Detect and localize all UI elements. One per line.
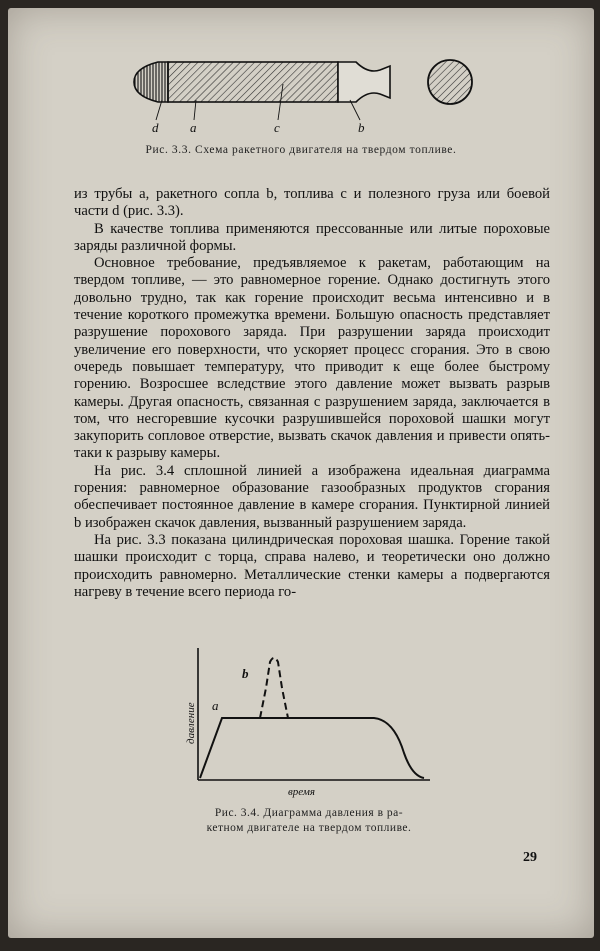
paragraph-1: из трубы a, ракетного сопла b, топлива c и полезного груза или боевой части d (рис. 3.3). xyxy=(74,186,550,220)
label-a: a xyxy=(190,120,197,135)
figure-3-3-rocket-scheme xyxy=(128,54,488,136)
x-axis-label: время xyxy=(288,786,316,798)
figure-3-3-caption: Рис. 3.3. Схема ракетного двигателя на твердом топливе. xyxy=(145,144,457,156)
caption-line-1: Рис. 3.4. Диаграмма давления в ра- xyxy=(214,807,404,819)
warhead-d-shape xyxy=(134,62,168,102)
cross-section-circle xyxy=(428,60,472,104)
curve-b-dashed xyxy=(260,658,288,718)
body-text xyxy=(74,186,550,601)
label-d: d xyxy=(152,120,159,135)
paragraph-5: На рис. 3.3 показана цилиндрическая пороховая шашка. Горение такой шашки происходит с торца, справа налево, и теоретически оно должно происходить равномерно. Металлические стенки камеры a подвергаются нагреву в течение всего периода го- xyxy=(74,531,550,600)
fuel-charge-c-shape xyxy=(168,62,338,102)
label-c: c xyxy=(274,120,280,135)
y-axis-label: давление xyxy=(185,702,197,744)
book-page xyxy=(8,8,594,938)
figure-3-4-pressure-diagram xyxy=(184,648,434,798)
curve-a-solid xyxy=(200,718,424,778)
curve-a-label: a xyxy=(212,698,219,713)
figure-3-4-caption xyxy=(178,806,440,836)
label-b: b xyxy=(358,120,365,135)
paragraph-2: В качестве топлива применяются прессованные или литые пороховые заряды различной формы. xyxy=(74,220,550,254)
curve-b-label: b xyxy=(242,666,249,681)
paragraph-3: Основное требование, предъявляемое к ракетам, работающим на твердом топливе, — это равномерное горение. Однако достигнуть этого довольно трудно, так как горение происходит весьма интенсивно и в течение короткого промежутка времени. Большую опасность представляет разрушение порохового заряда. При разрушении заряда происходит увеличение его поверхности, что ускоряет процесс сгорания. Это в свою очередь повышает температуру, что приводит к еще более быстрому горению. Возросшее вследствие этого давление может вызвать разрыв камеры. Другая опасность, связанная с разрушением заряда, заключается в том, что несгоревшие кусочки разрушившейся пороховой шашки могут закупорить сопловое отверстие, вызвать скачок давления и привести опять-таки к разрыву камеры. xyxy=(74,255,550,462)
paragraph-4: На рис. 3.4 сплошной линией a изображена идеальная диаграмма горения: равномерное образование газообразных продуктов сгорания обеспечивает постоянное давление в камере сгорания. Пунктирной линией b изображен скачок давления, вызванный разрушением заряда. xyxy=(74,462,550,531)
caption-line-2: кетном двигателе на твердом топливе. xyxy=(206,822,412,834)
page-number: 29 xyxy=(523,850,537,865)
nozzle-b-shape xyxy=(338,62,390,102)
